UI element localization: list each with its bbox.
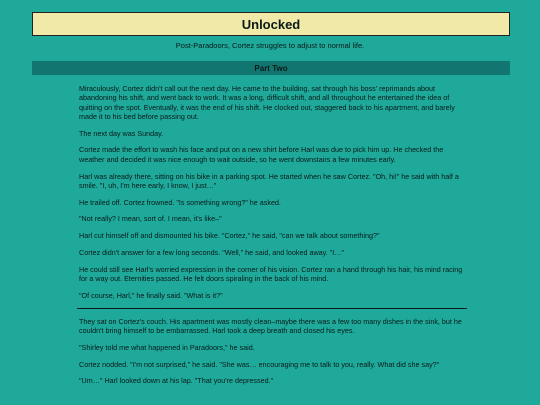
story-title-banner <box>32 12 510 36</box>
part-heading-bar <box>32 61 510 75</box>
story-paragraph: "Not really? I mean, sort of. I mean, it's like–" <box>79 214 222 224</box>
story-paragraph: He trailed off. Cortez frowned. "Is something wrong?" he asked. <box>79 197 281 207</box>
story-paragraph: "Of course, Harl," he finally said. "What is it?" <box>79 290 223 300</box>
story-summary: Post-Paradoors, Cortez struggles to adjust to normal life. <box>175 41 365 50</box>
story-paragraph: Harl cut himself off and dismounted his bike. "Cortez," he said, "can we talk about something?" <box>79 231 380 241</box>
story-paragraph: Cortez didn't answer for a few long seconds. "Well," he said, and looked away. "I…" <box>79 248 345 258</box>
story-body <box>79 84 465 393</box>
part-heading: Part Two <box>254 63 288 73</box>
story-paragraph: Cortez nodded. "I'm not surprised," he said. "She was… encouraging me to talk to you, really. What did she say?" <box>79 359 440 369</box>
story-paragraph: Harl was already there, sitting on his bike in a parking spot. He started when he saw Cortez. "Oh, hi!" he said with half a smile. "I, uh, I'm here early, I know, I just…" <box>79 171 459 190</box>
story-title: Unlocked <box>241 16 301 32</box>
story-paragraph: Cortez made the effort to wash his face and put on a new shirt before Harl was due to pick him up. He checked the weather and decided it was nice enough to wait outside, so he went downstairs a few minutes early. <box>79 145 444 164</box>
story-paragraph: The next day was Sunday. <box>79 128 164 138</box>
story-paragraph: They sat on Cortez's couch. His apartment was mostly clean–maybe there was a few too many dishes in the sink, but he couldn't bring himself to be embarrassed. Harl took a deep breath and closed his eyes. <box>79 316 462 336</box>
story-paragraph: "Shirley told me what happened in Paradoors," he said. <box>79 342 255 352</box>
section-divider <box>77 308 467 309</box>
story-paragraph: "Um…" Harl looked down at his lap. "That you're depressed." <box>79 376 274 386</box>
story-paragraph: Miraculously, Cortez didn't call out the next day. He came to the building, sat through his boss' reprimands about abandoning his shift, and went back to work. It was a long, difficult shift, and all throughout he entertained the idea of quitting on the spot. Eventually, it was the end of his shift. He clocked out, staggered back to his apartment, and barely made it to his bed before passing out. <box>79 84 455 121</box>
story-paragraph: He could still see Harl's worried expression in the corner of his vision. Cortez ran a hand through his hair, his mind racing for a way out. Eternities passed. He felt doors spiraling in the back of his mind. <box>79 264 463 284</box>
